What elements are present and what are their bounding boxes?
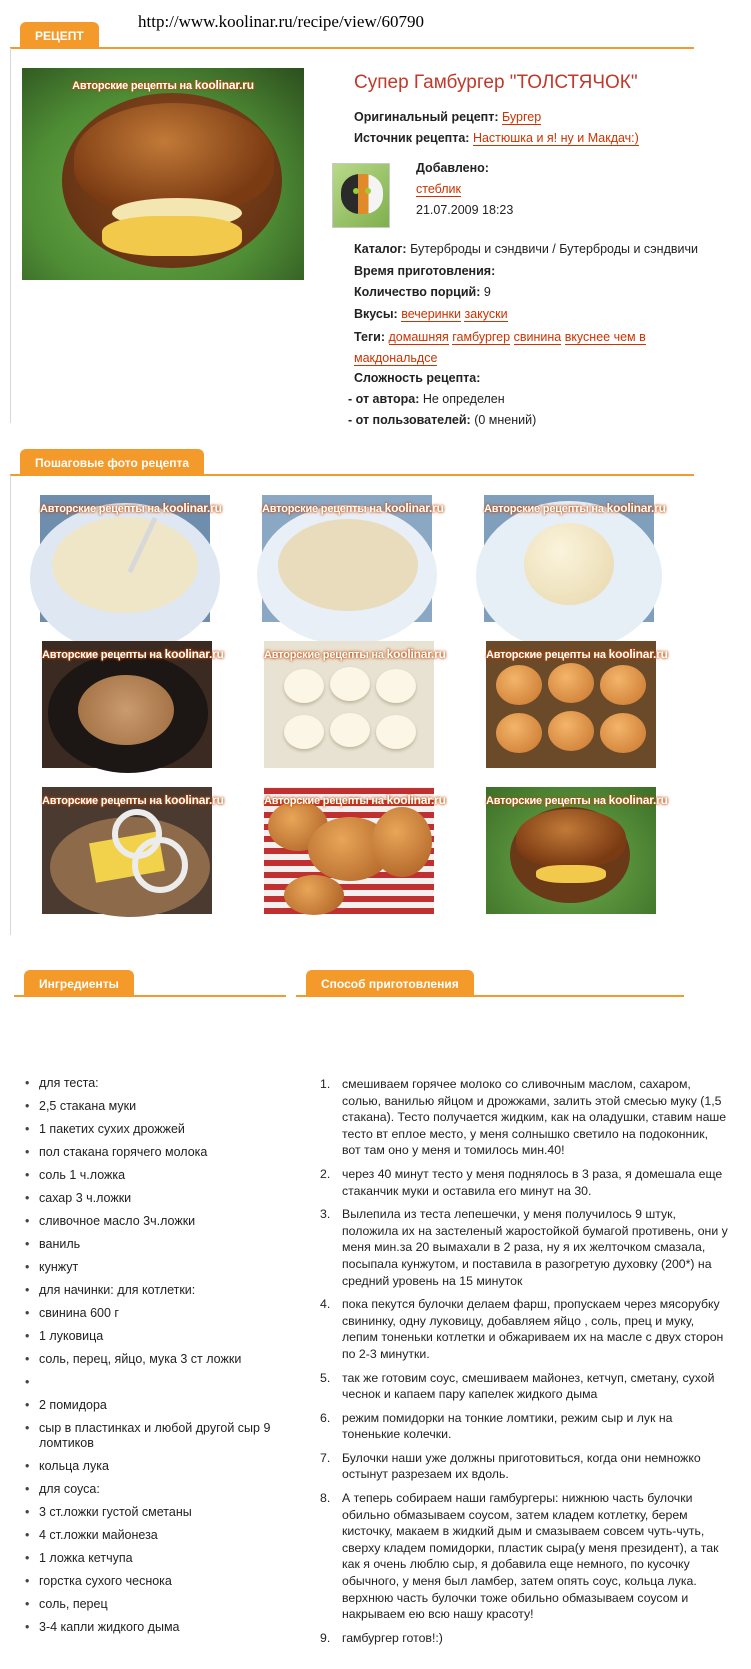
tag-link[interactable]: гамбургер [452, 330, 511, 344]
recipe-side-border [10, 48, 11, 423]
method-step [320, 1410, 730, 1443]
step-text: Булочки наши уже должны приготовиться, когда они немножко остынут разрезаем их вдоль. [342, 1450, 701, 1482]
step-photo[interactable] [42, 787, 224, 914]
step-text: гамбургер готов!:) [342, 1630, 443, 1645]
difficulty-label: Сложность рецепта: [354, 371, 481, 385]
portions-label: Количество порций: [354, 285, 481, 299]
ingredient-item: • 2 помидора [25, 1398, 305, 1413]
tag-link[interactable]: свинина [513, 330, 562, 344]
watermark-prefix: Авторские рецепты на [486, 649, 609, 661]
tab-method: Способ приготовления [306, 970, 474, 996]
photo-watermark [40, 501, 222, 515]
ingredients-list [25, 1076, 305, 1643]
ingredient-item: • 3 ст.ложки густой сметаны [25, 1505, 305, 1520]
step-number: 5. [320, 1370, 331, 1385]
ingredient-item: • 3-4 капли жидкого дыма [25, 1620, 305, 1635]
catalog-label: Каталог: [354, 242, 407, 256]
method-step [320, 1296, 730, 1362]
photo-watermark [264, 793, 446, 807]
step-photo[interactable] [264, 787, 446, 914]
ingredient-item: • пол стакана горячего молока [25, 1145, 305, 1160]
ingredient-item: • соль, перец [25, 1597, 305, 1612]
ingredient-item: • сливочное масло 3ч.ложки [25, 1214, 305, 1229]
added-label-text: Добавлено: [416, 161, 489, 175]
taste-link[interactable]: вечеринки [401, 307, 461, 321]
method-step [320, 1630, 730, 1647]
ingredient-item: • соль 1 ч.ложка [25, 1168, 305, 1183]
difficulty-users-row [348, 412, 536, 428]
watermark-prefix: Авторские рецепты на [42, 649, 165, 661]
watermark-prefix: Авторские рецепты на [264, 795, 387, 807]
ingredient-item: • соль, перец, яйцо, мука 3 ст ложки [25, 1352, 305, 1367]
tab-ingredients: Ингредиенты [24, 970, 134, 996]
difficulty-row [354, 370, 480, 386]
ingredient-item: • кунжут [25, 1260, 305, 1275]
watermark-site: koolinar.ru [384, 501, 444, 515]
ingredient-item: • 4 ст.ложки майонеза [25, 1528, 305, 1543]
photo-watermark [42, 793, 224, 807]
watermark-prefix: Авторские рецепты на [484, 503, 607, 515]
photo-watermark [484, 501, 666, 515]
recipe-source-link[interactable]: Настюшка и я! ну и Макдач:) [472, 131, 639, 145]
tag-link[interactable]: вкуснее чем в [564, 330, 646, 344]
step-photo[interactable] [484, 495, 666, 622]
tastes-row [354, 306, 508, 322]
ingredient-item: • для теста: [25, 1076, 305, 1091]
difficulty-author-label: - от автора: [348, 392, 420, 406]
step-number: 1. [320, 1077, 331, 1091]
difficulty-author-value: Не определен [422, 392, 505, 406]
difficulty-author-row [348, 391, 505, 407]
step-photos-side-border [10, 475, 11, 935]
original-recipe-link[interactable]: Бургер [502, 110, 542, 124]
difficulty-users-label: - от пользователей: [348, 413, 471, 427]
method-header-rule [296, 995, 684, 997]
watermark-site: koolinar.ru [194, 78, 254, 92]
watermark-prefix: Авторские рецепты на [72, 80, 195, 92]
step-photos-header-rule [10, 474, 694, 476]
step-text: Вылепила из теста лепешечки, у меня получилось 9 штук, положила их на застеленый жаростойкой бумагой противень, они у меня мин.за 20 вымахали в 2 раза, ну я их желточком смазала, посыпала кунжутом, и поставила в разогретую духовку (200*) на средний уровень на 15 минуток [342, 1207, 728, 1288]
ingredient-item: • сыр в пластинках и любой другой сыр 9 ломтиков [25, 1421, 305, 1451]
recipe-source-label: Источник рецепта: [354, 131, 470, 145]
step-number: 7. [320, 1450, 331, 1465]
added-label [416, 160, 489, 176]
method-step [320, 1370, 730, 1403]
original-recipe-row [354, 109, 541, 125]
tastes-label: Вкусы: [354, 307, 398, 321]
step-text: режим помидорки на тонкие ломтики, режим сыр и лук на тоненькие колечки. [342, 1410, 673, 1442]
portions-value: 9 [483, 285, 491, 299]
tag-link[interactable]: макдональдсе [354, 351, 438, 365]
photo-watermark [262, 501, 444, 515]
step-photo[interactable] [262, 495, 444, 622]
method-step [320, 1206, 730, 1289]
step-text: так же готовим соус, смешиваем майонез, кетчуп, сметану, сухой чеснок и капаем пару капелек жидкого дыма [342, 1370, 715, 1402]
step-photo[interactable] [486, 787, 668, 914]
ingredient-item: • кольца лука [25, 1459, 305, 1474]
watermark-prefix: Авторские рецепты на [42, 795, 165, 807]
method-step [320, 1076, 730, 1159]
ingredient-item: • горстка сухого чеснока [25, 1574, 305, 1589]
ingredient-item: • сахар 3 ч.ложки [25, 1191, 305, 1206]
photo-watermark [42, 647, 224, 661]
ingredient-item: • 1 ложка кетчупа [25, 1551, 305, 1566]
photo-watermark [486, 647, 668, 661]
method-step [320, 1490, 730, 1623]
ingredient-item [25, 1375, 305, 1390]
watermark-site: koolinar.ru [608, 647, 668, 661]
method-step [320, 1166, 730, 1199]
author-avatar[interactable] [332, 163, 390, 228]
ingredient-item: • ваниль [25, 1237, 305, 1252]
original-recipe-label: Оригинальный рецепт: [354, 110, 499, 124]
step-text: пока пекутся булочки делаем фарш, пропускаем через мясорубку свининку, одну луковицу, добавляем яйцо , соль, прец и муку, лепим тоненьки котлетки и обжариваем их на масле с двух сторон по 2-3 минутки. [342, 1297, 724, 1361]
ingredient-item: • свинина 600 г [25, 1306, 305, 1321]
step-number: 8. [320, 1491, 331, 1506]
watermark-site: koolinar.ru [164, 793, 224, 807]
recipe-source-row [354, 130, 639, 146]
photo-watermark [22, 78, 304, 92]
ingredient-item: • 2,5 стакана муки [25, 1099, 305, 1114]
watermark-site: koolinar.ru [164, 647, 224, 661]
ingredient-item: • 1 пакетих сухих дрожжей [25, 1122, 305, 1137]
added-date: 21.07.2009 18:23 [416, 203, 514, 217]
watermark-prefix: Авторские рецепты на [262, 503, 385, 515]
step-text: А теперь собираем наши гамбургеры: нижнюю часть булочки обильно обмазываем соусом, затем кладем котлетку, берем кисточку, макаем в жидкий дым и смазываем совсем чуть-чуть, сверху кладем помидорки, пластик сыра(у меня президент), а так как я очень люблю сыр, я добавила еще немного, по кусочку обычного, у меня был ламбер, затем опять соус, кольца лука. верхнюю часть булочки тоже обильно обмазываем соусом и накрываем ею всю нашу красоту! [342, 1491, 719, 1622]
tab-recipe: РЕЦЕПТ [20, 22, 99, 48]
step-photo[interactable] [40, 495, 222, 622]
taste-link[interactable]: закуски [464, 307, 508, 321]
watermark-prefix: Авторские рецепты на [264, 649, 387, 661]
photo-watermark [264, 647, 446, 661]
photo-watermark [486, 793, 668, 807]
method-step [320, 1450, 730, 1483]
step-text: через 40 минут тесто у меня поднялось в 3 раза, я домешала еще стаканчик муки и оставила его минут на 30. [342, 1166, 723, 1198]
step-number: 4. [320, 1297, 331, 1312]
watermark-site: koolinar.ru [606, 501, 666, 515]
cooking-time-row [354, 263, 495, 279]
difficulty-users-value: (0 мнений) [474, 413, 537, 427]
tab-step-photos: Пошаговые фото рецепта [20, 449, 204, 475]
page-url: http://www.koolinar.ru/recipe/view/60790 [138, 12, 424, 31]
watermark-prefix: Авторские рецепты на [40, 503, 163, 515]
step-photo[interactable] [264, 641, 446, 768]
watermark-site: koolinar.ru [608, 793, 668, 807]
tag-link[interactable]: домашняя [388, 330, 449, 344]
step-number: 9. [320, 1630, 331, 1645]
step-photo[interactable] [486, 641, 668, 768]
tags-row [354, 327, 694, 369]
cooking-time-label: Время приготовления: [354, 264, 496, 278]
ingredient-item: • для начинки: для котлетки: [25, 1283, 305, 1298]
step-number: 2. [320, 1166, 331, 1181]
tags-label: Теги: [354, 330, 386, 344]
watermark-site: koolinar.ru [386, 647, 446, 661]
step-photo[interactable] [42, 641, 224, 768]
main-recipe-photo [22, 68, 304, 280]
watermark-site: koolinar.ru [162, 501, 222, 515]
portions-row [354, 284, 491, 300]
method-steps-list [320, 1076, 730, 1653]
watermark-site: koolinar.ru [386, 793, 446, 807]
step-number: 6. [320, 1410, 331, 1425]
step-text: смешиваем горячее молоко со сливочным маслом, сахаром, солью, ванилью яйцом и дрожжами, залить этой смесью муку (1,5 стакана). Тесто получается жидким, как на оладушки, ставим наше тесто вт еплое место, у меня солнышко светило на подоконник, вот там оно у меня и томилось мин.40! [342, 1077, 727, 1158]
catalog-value: Бутерброды и сэндвичи / Бутерброды и сэндвичи [410, 242, 698, 256]
watermark-prefix: Авторские рецепты на [486, 795, 609, 807]
author-link[interactable]: стеблик [416, 182, 461, 196]
recipe-header-rule [10, 47, 694, 49]
step-number: 3. [320, 1207, 331, 1222]
catalog-row [354, 241, 698, 257]
author-row [416, 181, 461, 197]
ingredients-header-rule [14, 995, 286, 997]
recipe-title: Супер Гамбургер "ТОЛСТЯЧОК" [354, 72, 638, 93]
ingredient-item: • для соуса: [25, 1482, 305, 1497]
ingredient-item: • 1 луковица [25, 1329, 305, 1344]
